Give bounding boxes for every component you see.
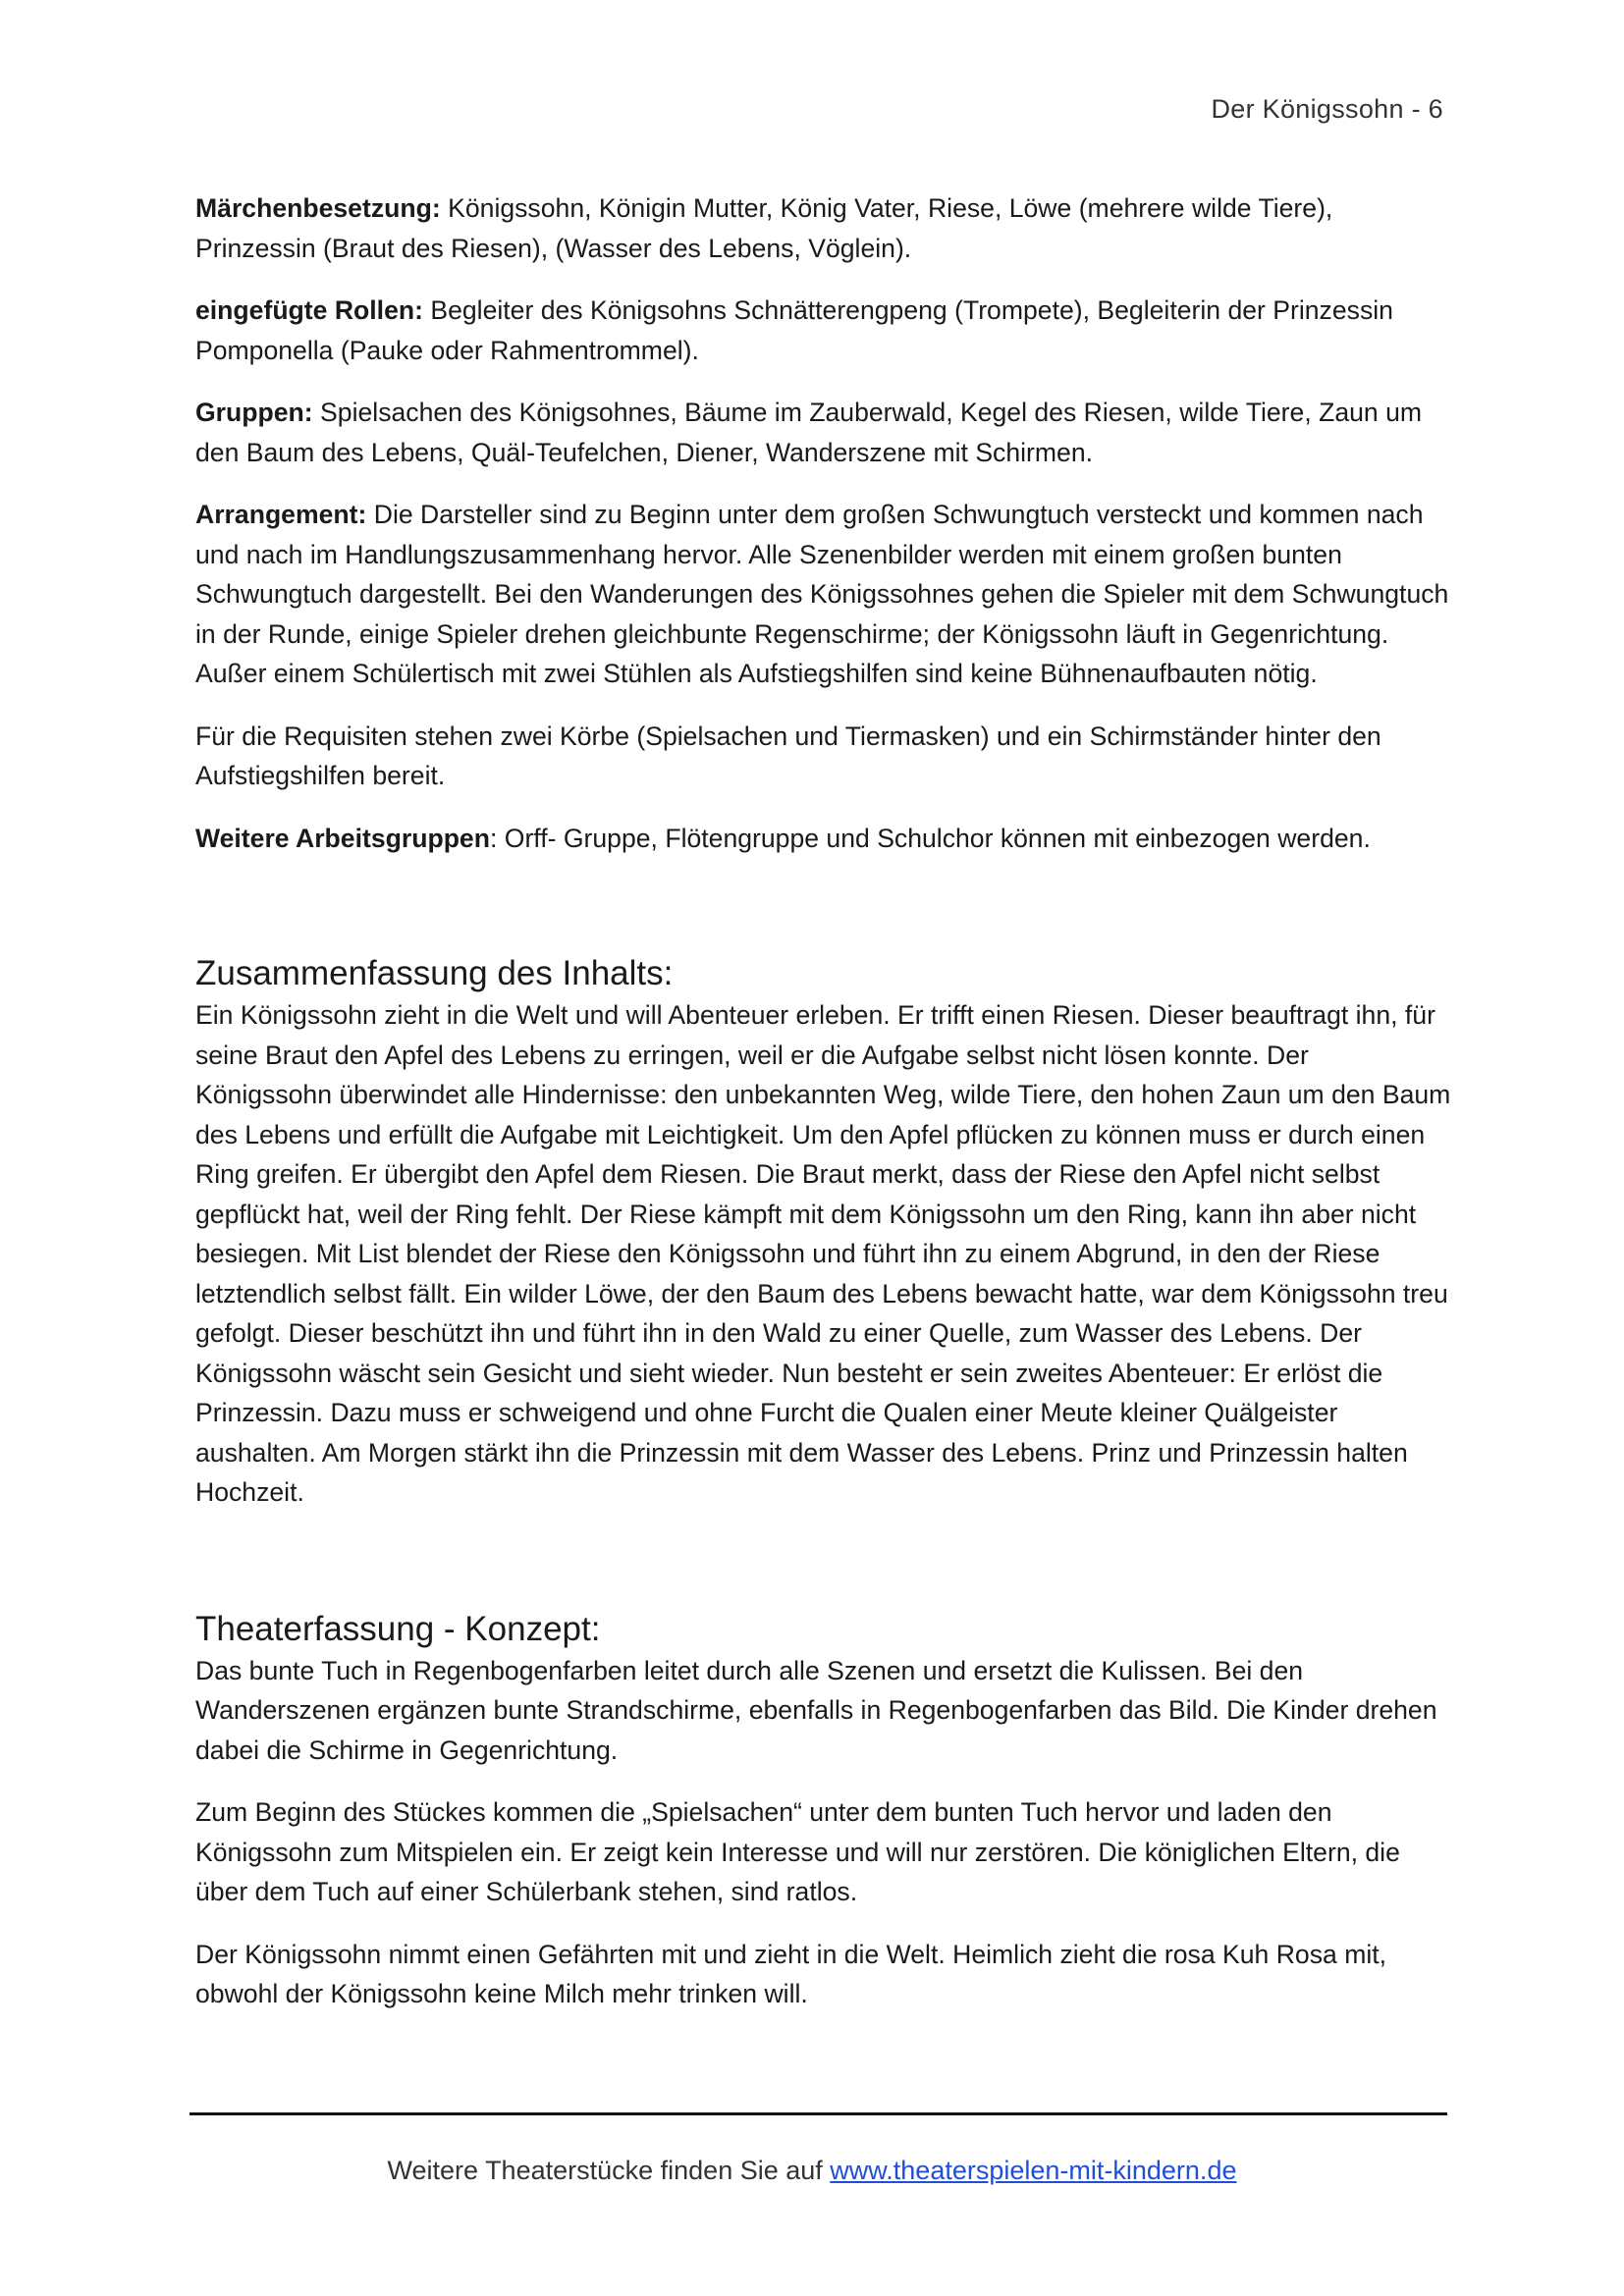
- paragraph-concept-2: Zum Beginn des Stückes kommen die „Spielsachen“ unter dem bunten Tuch hervor und laden den Königssohn zum Mitspielen ein. Er zeigt kein Interesse und will nur zerstören. Die königlichen Eltern, die über dem Tuch auf einer Schülerbank stehen, sind ratlos.: [195, 1797, 1400, 1906]
- footer-divider: [189, 2112, 1447, 2115]
- paragraph-eingefuegte-rollen: [195, 291, 1452, 370]
- footer: [0, 2156, 1624, 2186]
- text-maerchenbesetzung: Königssohn, Königin Mutter, König Vater, Riese, Löwe (mehrere wilde Tiere), Prinzessin (Braut des Riesen), (Wasser des Lebens, Vöglein).: [195, 193, 1333, 263]
- label-eingefuegte-rollen: eingefügte Rollen:: [195, 295, 423, 325]
- label-arbeitsgruppen: Weitere Arbeitsgruppen: [195, 823, 490, 853]
- paragraph-concept-3: Der Königssohn nimmt einen Gefährten mit und zieht in die Welt. Heimlich zieht die rosa Kuh Rosa mit, obwohl der Königssohn keine Milch mehr trinken will.: [195, 1939, 1387, 2008]
- paragraph-arbeitsgruppen: [195, 819, 1452, 859]
- footer-text: Weitere Theaterstücke finden Sie auf: [387, 2156, 831, 2185]
- label-arrangement: Arrangement:: [195, 500, 367, 529]
- paragraph-arrangement: [195, 495, 1452, 694]
- heading-summary: Zusammenfassung des Inhalts:: [195, 954, 674, 992]
- paragraph-maerchenbesetzung: [195, 188, 1452, 268]
- footer-website-link[interactable]: www.theaterspielen-mit-kindern.de: [830, 2156, 1237, 2185]
- paragraph-summary: Ein Königssohn zieht in die Welt und will Abenteuer erleben. Er trifft einen Riesen. Dieser beauftragt ihn, für seine Braut den Apfel des Lebens zu erringen, weil er die Aufgabe selbst nicht lösen konnte. Der Königssohn überwindet alle Hindernisse: den unbekannten Weg, wilde Tiere, den hohen Zaun um den Baum des Lebens und erfüllt die Aufgabe mit Leichtigkeit. Um den Apfel pflücken zu können muss er durch einen Ring greifen. Er übergibt den Apfel dem Riesen. Die Braut merkt, dass der Riese den Apfel nicht selbst gepflückt hat, weil der Ring fehlt. Der Riese kämpft mit dem Königssohn um den Ring, kann ihn aber nicht besiegen. Mit List blendet der Riese den Königssohn und führt ihn zu einem Abgrund, in den der Riese letztendlich selbst fällt. Ein wilder Löwe, der den Baum des Lebens bewacht hatte, war dem Königssohn treu gefolgt. Dieser beschützt ihn und führt ihn in den Wald zu einer Quelle, zum Wasser des Lebens. Der Königssohn wäscht sein Gesicht und sieht wieder. Nun besteht er sein zweites Abenteuer: Er erlöst die Prinzessin. Dazu muss er schweigend und ohne Furcht die Qualen einer Meute kleiner Quälgeister aushalten. Am Morgen stärkt ihn die Prinzessin mit dem Wasser des Lebens. Prinz und Prinzessin halten Hochzeit.: [195, 1000, 1451, 1507]
- text-gruppen: Spielsachen des Königsohnes, Bäume im Zauberwald, Kegel des Riesen, wilde Tiere, Zaun um den Baum des Lebens, Quäl-Teufelchen, Diener, Wanderszene mit Schirmen.: [195, 398, 1423, 467]
- page-header: Der Königssohn - 6: [1211, 94, 1443, 124]
- label-gruppen: Gruppen:: [195, 398, 313, 427]
- text-arbeitsgruppen: : Orff- Gruppe, Flötengruppe und Schulchor können mit einbezogen werden.: [489, 823, 1371, 853]
- document-body: [195, 188, 1452, 2037]
- heading-concept: Theaterfassung - Konzept:: [195, 1609, 601, 1648]
- paragraph-concept-1: Das bunte Tuch in Regenbogenfarben leitet durch alle Szenen und ersetzt die Kulissen. Bei den Wanderszenen ergänzen bunte Strandschirme, ebenfalls in Regenbogenfarben das Bild. Die Kinder drehen dabei die Schirme in Gegenrichtung.: [195, 1655, 1437, 1765]
- text-arrangement: Die Darsteller sind zu Beginn unter dem großen Schwungtuch versteckt und kommen nach und nach im Handlungszusammenhang hervor. Alle Szenenbilder werden mit einem großen bunten Schwungtuch dargestellt. Bei den Wanderungen des Königssohnes gehen die Spieler mit dem Schwungtuch in der Runde, einige Spieler drehen gleichbunte Regenschirme; der Königssohn läuft in Gegenrichtung. Außer einem Schülertisch mit zwei Stühlen als Aufstiegshilfen sind keine Bühnenaufbauten nötig.: [195, 500, 1449, 688]
- text-eingefuegte-rollen: Begleiter des Königsohns Schnätterengpeng (Trompete), Begleiterin der Prinzessin Pomponella (Pauke oder Rahmentrommel).: [195, 295, 1393, 365]
- label-maerchenbesetzung: Märchenbesetzung:: [195, 193, 441, 223]
- paragraph-gruppen: [195, 393, 1452, 472]
- paragraph-requisiten: Für die Requisiten stehen zwei Körbe (Spielsachen und Tiermasken) und ein Schirmständer hinter den Aufstiegshilfen bereit.: [195, 721, 1381, 790]
